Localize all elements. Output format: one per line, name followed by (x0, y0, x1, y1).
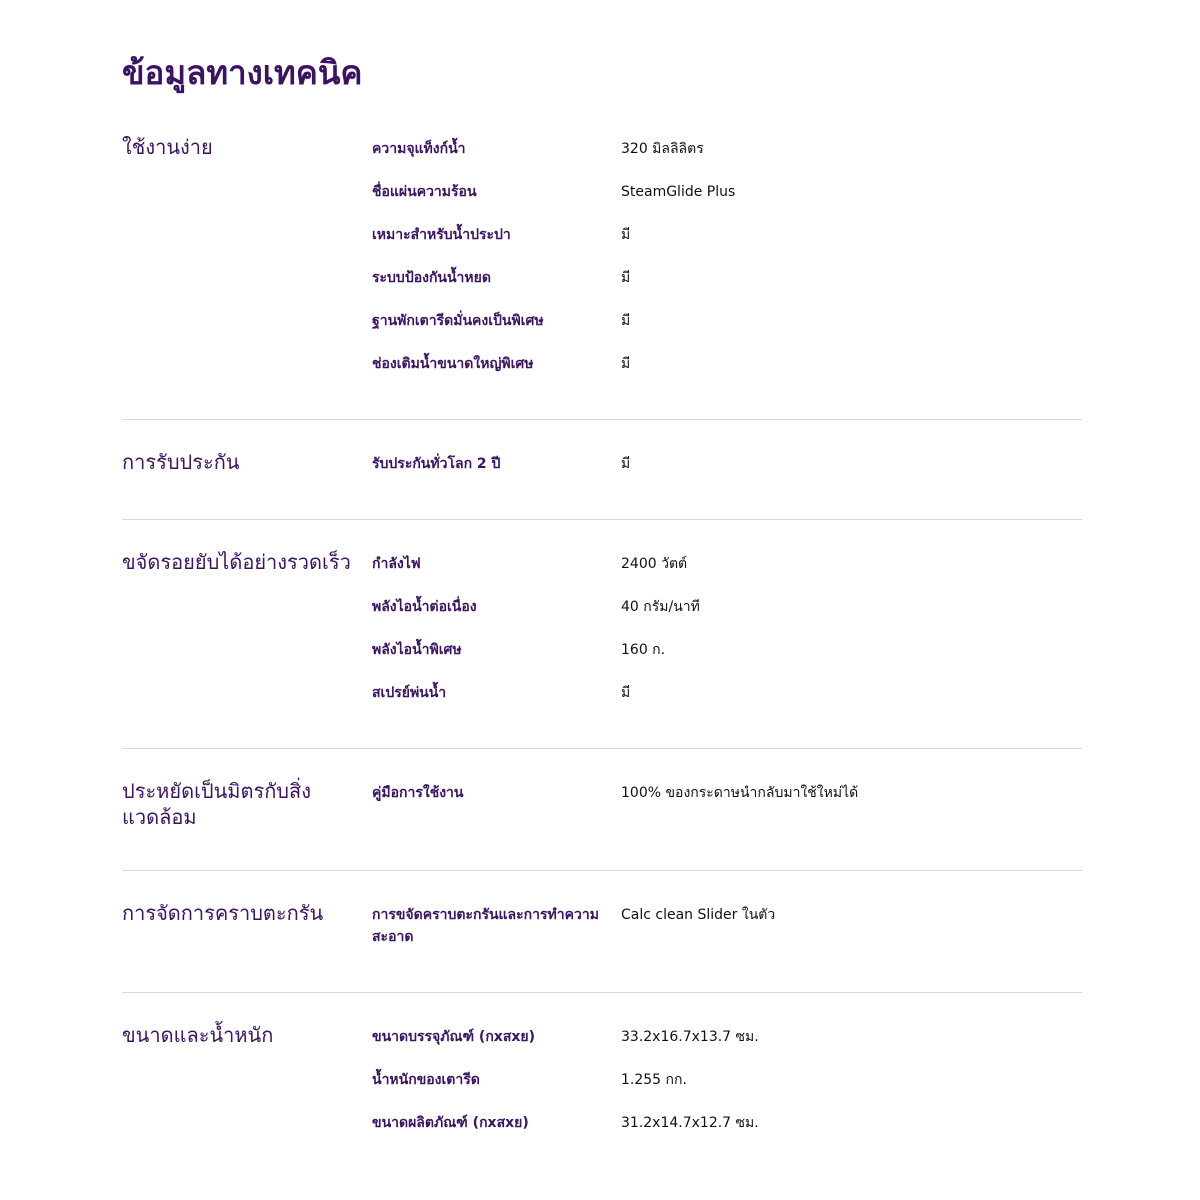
spec-name: รับประกันทั่วโลก 2 ปี (372, 456, 501, 472)
spec-row (372, 1069, 1082, 1112)
spec-name: ความจุแท็งก์น้ำ (372, 141, 466, 157)
spec-value: 1.255 กก. (621, 1072, 687, 1088)
spec-row (372, 181, 1082, 224)
spec-section-eco-friendly (122, 748, 1082, 871)
spec-section-size-weight (122, 992, 1082, 1173)
section-label: ประหยัดเป็นมิตรกับสิ่งแวดล้อม (122, 779, 311, 829)
spec-name: คู่มือการใช้งาน (372, 785, 464, 801)
spec-name: ฐานพักเตารีดมั่นคงเป็นพิเศษ (372, 313, 544, 329)
spec-value: 160 ก. (621, 642, 666, 658)
spec-row (372, 138, 1082, 181)
spec-row (372, 682, 1082, 725)
spec-row (372, 553, 1082, 596)
section-label: ขจัดรอยยับได้อย่างรวดเร็ว (122, 550, 351, 574)
spec-name: ชื่อแผ่นความร้อน (372, 184, 477, 200)
section-label: การรับประกัน (122, 450, 240, 474)
spec-row (372, 639, 1082, 682)
spec-name: สเปรย์พ่นน้ำ (372, 685, 447, 701)
spec-value: 33.2x16.7x13.7 ซม. (621, 1029, 759, 1045)
section-label: ใช้งานง่าย (122, 135, 213, 159)
spec-section-warranty (122, 419, 1082, 520)
spec-value: มี (621, 456, 631, 472)
spec-name: ช่องเติมน้ำขนาดใหญ่พิเศษ (372, 356, 534, 372)
spec-name: กำลังไฟ (372, 556, 421, 572)
spec-row (372, 1026, 1082, 1069)
spec-section-ease-of-use (122, 128, 1082, 419)
spec-value: มี (621, 270, 631, 286)
spec-row (372, 596, 1082, 639)
spec-row (372, 310, 1082, 353)
spec-row (372, 267, 1082, 310)
page-title: ข้อมูลทางเทคนิค (122, 53, 363, 92)
spec-row (372, 224, 1082, 267)
spec-name: ขนาดผลิตภัณฑ์ (กxสxย) (372, 1115, 529, 1131)
spec-section-scale-management (122, 870, 1082, 993)
spec-value: 31.2x14.7x12.7 ซม. (621, 1115, 759, 1131)
spec-value: มี (621, 685, 631, 701)
spec-value: 320 มิลลิลิตร (621, 141, 704, 157)
spec-name: การขจัดคราบตะกรันและการทำความสะอาด (372, 907, 599, 945)
spec-name: ระบบป้องกันน้ำหยด (372, 270, 491, 286)
spec-name: ขนาดบรรจุภัณฑ์ (กxสxย) (372, 1029, 536, 1045)
spec-row (372, 353, 1082, 396)
spec-section-wrinkle-removal (122, 519, 1082, 749)
spec-value: Calc clean Slider ในตัว (621, 907, 776, 923)
spec-value: SteamGlide Plus (621, 184, 736, 200)
spec-name: เหมาะสำหรับน้ำประปา (372, 227, 511, 243)
spec-row (372, 782, 1082, 825)
spec-value: 2400 วัตต์ (621, 556, 688, 572)
spec-name: พลังไอน้ำพิเศษ (372, 642, 462, 658)
spec-name: น้ำหนักของเตารีด (372, 1072, 480, 1088)
section-label: การจัดการคราบตะกรัน (122, 901, 324, 925)
spec-value: 40 กรัม/นาที (621, 599, 700, 615)
spec-value: มี (621, 227, 631, 243)
spec-value: มี (621, 313, 631, 329)
spec-name: พลังไอน้ำต่อเนื่อง (372, 599, 477, 615)
section-label: ขนาดและน้ำหนัก (122, 1023, 274, 1047)
spec-value: 100% ของกระดาษนำกลับมาใช้ใหม่ได้ (621, 785, 859, 801)
spec-row (372, 1112, 1082, 1155)
spec-row (372, 904, 1082, 954)
spec-row (372, 453, 1082, 496)
spec-value: มี (621, 356, 631, 372)
